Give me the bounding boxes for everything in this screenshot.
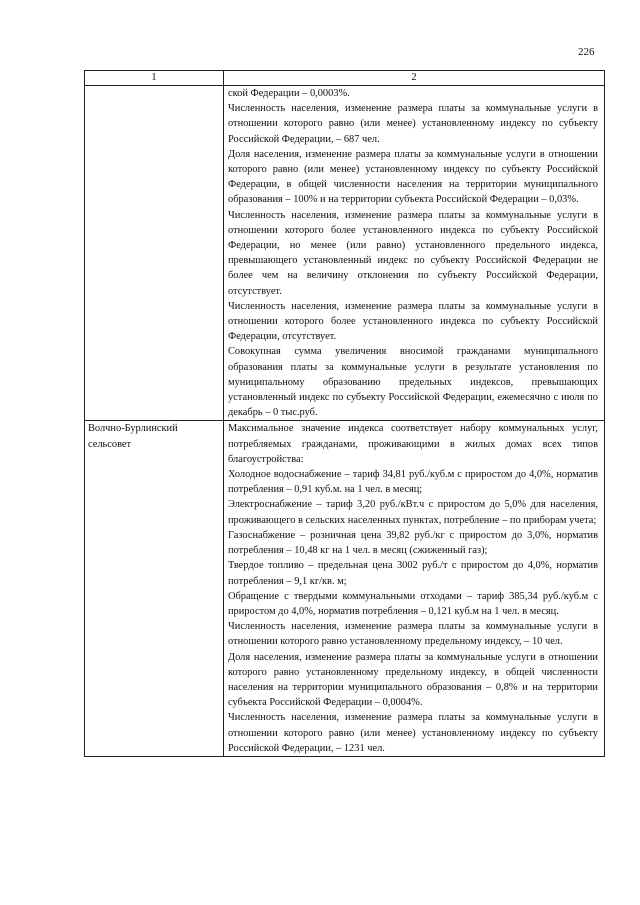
paragraph: Доля населения, изменение размера платы за коммунальные услуги в отношении которого равно установленному предельному индексу, в общей численности населения на территории муниципального образования – 0,8% и на территории субъекта Российской Федерации – 0,0004%.: [228, 651, 598, 709]
paragraph: Доля населения, изменение размера платы за коммунальные услуги в отношении которого равно (или менее) установленному индексу по субъекту Российской Федерации, в общей численности населения на территории муниципального образования – 100% и на территории субъекта Российской Федерации – 0,03%.: [228, 148, 598, 206]
paragraph: Холодное водоснабжение – тариф 34,81 руб./куб.м с приростом до 4,0%, норматив потребления – 0,91 куб.м. на 1 чел. в месяц;: [228, 469, 598, 496]
municipality-name-cell: [85, 86, 224, 421]
column-header-2: 2: [224, 71, 605, 86]
page-number: 226: [578, 46, 595, 58]
municipal-index-table: [84, 70, 605, 757]
paragraph: Газоснабжение – розничная цена 39,82 руб./кг с приростом до 3,0%, норматив потребления – 10,48 кг на 1 чел. в месяц (сжиженный газ);: [228, 529, 598, 557]
paragraph: Совокупная сумма увеличения вносимой гражданами муниципального образования платы за коммунальные услуги в результате установления по муниципальному образованию предельных индексов, превышающих установленный индекс по субъекту Российской Федерации, ежемесячно с июля по декабрь – 0 тыс.руб.: [228, 346, 598, 419]
paragraph: Численность населения, изменение размера платы за коммунальные услуги в отношении которого более установленного индекса по субъекту Российской Федерации, отсутствует.: [228, 300, 598, 343]
paragraph: Твердое топливо – предельная цена 3002 руб./т с приростом до 4,0%, норматив потребления – 9,1 кг/кв. м;: [228, 560, 598, 587]
paragraph: Максимальное значение индекса соответствует набору коммунальных услуг, потребляемых гражданами, проживающими в жилых домах всех типов благоустройства:: [228, 423, 598, 465]
paragraph: Численность населения, изменение размера платы за коммунальные услуги в отношении которого равно установленному предельному индексу, – 10 чел.: [228, 621, 598, 648]
municipality-name-cell: [85, 421, 224, 756]
table-header-row: [85, 71, 605, 86]
description-cell: [224, 421, 605, 756]
column-header-1: 1: [85, 71, 224, 86]
paragraph: Обращение с твердыми коммунальными отходами – тариф 385,34 руб./куб.м с приростом до 4,0%, норматив потребления – 0,121 куб.м на 1 чел. в месяц.: [228, 590, 598, 617]
table-row: [85, 86, 605, 421]
description-cell: [224, 86, 605, 421]
municipality-name-line: Волчно-Бурлинский: [88, 423, 178, 435]
paragraph: Численность населения, изменение размера платы за коммунальные услуги в отношении которого равно (или менее) установленному индексу по субъекту Российской Федерации, – 687 чел.: [228, 103, 598, 145]
paragraph: Численность населения, изменение размера платы за коммунальные услуги в отношении которого более установленного индекса по субъекту Российской Федерации, но менее (или равно) установленного предельного индекса, превышающего установленный индекс по субъекту Российской Федерации не более чем на величину отклонения по субъекту Российской Федерации, отсутствует.: [228, 209, 598, 297]
paragraph: ской Федерации – 0,0003%.: [228, 88, 350, 99]
paragraph: Электроснабжение – тариф 3,20 руб./кВт.ч с приростом до 5,0% для населения, проживающего в сельских населенных пунктах, потребление – по приборам учета;: [228, 499, 598, 526]
municipality-name-line: сельсовет: [88, 438, 132, 450]
paragraph: Численность населения, изменение размера платы за коммунальные услуги в отношении которого равно (или менее) установленному индексу по субъекту Российской Федерации, – 1231 чел.: [228, 712, 598, 754]
table-row: [85, 421, 605, 756]
